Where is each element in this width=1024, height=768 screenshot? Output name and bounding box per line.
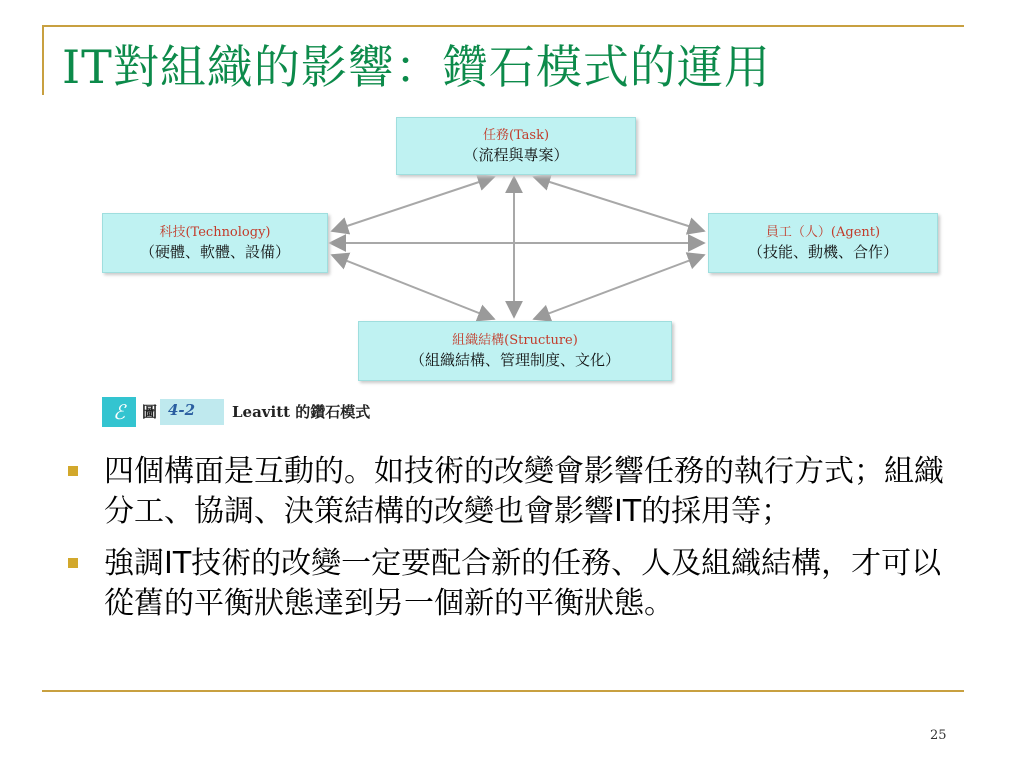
bullet-list bbox=[62, 452, 962, 636]
bullet-text: 強調IT技術的改變一定要配合新的任務、人及組織結構，才可以從舊的平衡狀態達到另一個新的平衡狀態。 bbox=[104, 546, 942, 621]
figure-caption-text: Leavitt 的鑽石模式 bbox=[232, 403, 371, 421]
top-rule bbox=[42, 25, 964, 27]
node-agent-desc: （技能、動機、合作） bbox=[747, 242, 898, 261]
figure-number: 4-2 bbox=[168, 401, 196, 419]
page-number: 25 bbox=[930, 728, 947, 743]
node-task bbox=[396, 117, 636, 175]
bullet-text: 四個構面是互動的。如技術的改變會影響任務的執行方式；組織分工、協調、決策結構的改變也會影響IT的採用等； bbox=[104, 454, 944, 529]
node-technology bbox=[102, 213, 328, 273]
node-structure bbox=[358, 321, 672, 381]
arrow-technology-structure bbox=[332, 255, 494, 319]
node-structure-name: 組織結構(Structure) bbox=[452, 332, 578, 348]
node-agent bbox=[708, 213, 938, 273]
arrow-task-agent bbox=[534, 177, 704, 231]
bullet-item bbox=[62, 544, 962, 624]
figure-caption bbox=[102, 397, 462, 427]
bullet-square-icon bbox=[68, 466, 78, 476]
node-task-name: 任務(Task) bbox=[482, 127, 550, 143]
bottom-rule bbox=[42, 690, 964, 692]
node-technology-desc: （硬體、軟體、設備） bbox=[139, 242, 290, 261]
node-technology-name: 科技(Technology) bbox=[159, 224, 271, 240]
left-rule bbox=[42, 25, 44, 95]
figure-label: 圖 bbox=[142, 403, 158, 421]
node-task-desc: （流程與專案） bbox=[463, 145, 569, 164]
arrow-task-technology bbox=[332, 177, 494, 231]
node-structure-desc: （組織結構、管理制度、文化） bbox=[409, 350, 620, 369]
node-agent-name: 員工（人）(Agent) bbox=[765, 224, 881, 240]
bullet-square-icon bbox=[68, 558, 78, 568]
figure-caption-icon: ℰ bbox=[102, 397, 136, 427]
slide-title: IT對組織的影響：鑽石模式的運用 bbox=[62, 40, 771, 94]
arrow-agent-structure bbox=[534, 255, 704, 319]
bullet-item bbox=[62, 452, 962, 532]
leavitt-diamond-figure bbox=[102, 115, 940, 431]
